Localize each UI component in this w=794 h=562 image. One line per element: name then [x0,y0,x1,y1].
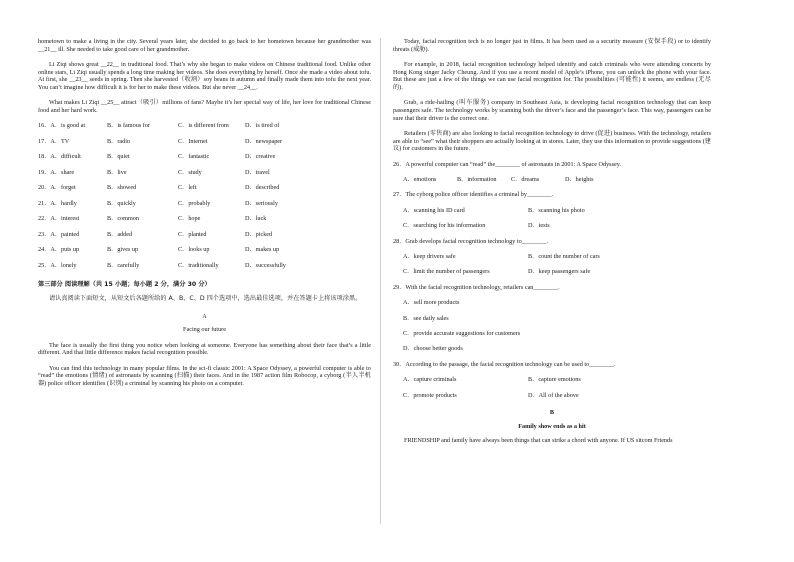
option: B．information [457,176,497,184]
option: B．common [107,215,139,223]
option: 20．A．forget [38,184,76,192]
option-row-25 [38,262,371,270]
option: B．radio [107,137,131,145]
option: B．is famous for [107,122,150,130]
option: 19．A．share [38,168,75,176]
option-row-21 [38,200,371,208]
option: D．newspaper [245,137,283,145]
option-row-20 [38,184,371,192]
option: 22．A．interest [38,215,80,223]
option: C．looks up [178,246,210,254]
question-26-options [393,176,711,184]
option: D．travel [245,168,270,176]
option: D．successfully [245,261,286,269]
option: D．choose better goods [403,345,463,353]
option: 25．A．lonely [38,261,77,269]
passage-b-first-line: FRIENDSHIP and family have always been things that can strike a chord with anyone. If US sitcom Friends [404,437,673,445]
option: 21．A．hardly [38,199,77,207]
option: 16．A．is good at [38,122,86,130]
option: B．count the number of cars [528,253,600,261]
option: 24．A．puts up [38,246,80,254]
option: 17．A．TV [38,137,70,145]
question-28: 28．Grab develops facial recognition technology to________. [393,237,548,245]
option: B．capture emotions [528,376,581,384]
option: D．is tired of [245,122,280,130]
option: C．left [178,184,197,192]
option: D．makes up [245,246,280,254]
option: C．limit the number of passengers [403,268,490,276]
option: D．described [245,184,280,192]
passage-letter-a: A [202,312,207,320]
question-27: 27．The cyborg police officer identifies a criminal by________. [393,191,554,199]
option: C．probably [178,199,211,207]
option-row-23 [38,231,371,239]
question-30-options [393,376,711,399]
option: D．heights [565,176,594,184]
right-column [393,38,711,453]
passage-a-paragraph-2: You can find this technology in many popular films. In the sci-fi classic 2001: A Space Odyssey, a powerful computer is able to “read” the emotions (情绪) of astronauts by scanning (扫描) their faces. And in the 1987 action film Robocop, a cyborg (半人半机器) police officer identifies (识别) a criminal by scanning his photo on a computer. [38,364,371,388]
section-title: 第三部分 阅读理解（共 15 小题；每小题 2 分，满分 30 分） [38,281,211,289]
option: A．emotions [403,176,437,184]
option: D．creative [245,153,276,161]
option: B．scanning his photo [528,206,585,214]
option: B．quickly [107,199,136,207]
option: C．Internet [178,137,208,145]
option-row-16 [38,122,371,130]
option: A．keep drivers safe [403,253,456,261]
option: C．planted [178,230,207,238]
passage-a-paragraph-3: Today, facial recognition tech is no longer just in films. It has been used as a security measure (安保手段) or to identify threats (威胁). [393,38,711,53]
passage-title-b: Family show ends as a hit [518,422,586,430]
option: C．hope [178,215,201,223]
option: C．provide accurate suggestions for customers [403,329,521,337]
option-row-22 [38,215,371,223]
option-row-18 [38,153,371,161]
option-row-17 [38,138,371,146]
passage-a-paragraph-4: For example, in 2018, facial recognition technology helped identify and catch criminals who were attending concerts by Hong Kong singer Jacky Cheung. And if you use a recent model of Apple’s iPhone, you can unlock the phone with your face. But these are just a few of the things we can use facial recognition for. The possibilities (可能性) it seems, are endless (无尽的). [393,61,711,91]
option: D．tests [528,222,550,230]
option: C．fantastic [178,153,210,161]
option: B．showed [107,184,137,192]
passage-letter-b: B [549,409,555,417]
passage-a-paragraph-5: Grab, a ride-hailing (叫车服务) company in Southeast Asia, is developing facial recognition technology that can keep passengers safe. The technology works by scanning both the driver’s face and the passenger’s face. This way, passengers can be sure that their driver is the correct one. [393,99,711,122]
question-30: 30．According to the passage, the facial recognition technology can be used to________. [393,360,616,368]
option: B．gives up [107,246,139,254]
option: B．see daily sales [403,314,449,322]
option: 18．A．difficult [38,153,81,161]
option: C．traditionally [178,261,219,269]
option: A．sell more products [403,299,460,307]
option: B．carefully [107,261,140,269]
option: C．searching for his information [403,222,486,230]
question-29: 29．With the facial recognition technology, retailers can________. [393,283,560,291]
left-column [38,38,371,396]
option: D．All of the above [528,391,579,399]
option: A．scanning his ID card [403,206,465,214]
cloze-paragraph-2: Li Ziqi shows great __22__ in traditional food. That’s why she began to make videos on Chinese traditional food. Unlike other online stars, Li Ziqi usually spends a long time making her videos. She does everything by herself. Once she made a video about tofu. At first, she __23__ seeds in spring. Then she harvested（收割）soy beans in autumn and finally made them into tofu the next year. You can’t imagine how difficult it is for her to make these videos. But she never __24__. [38,61,371,91]
question-28-options [393,253,711,276]
question-29-options [393,299,711,353]
option: B．live [107,168,127,176]
column-divider [380,38,381,524]
cloze-options [38,122,371,269]
passage-a-paragraph-6: Retailers (零售商) are also looking to facial recognition technology to drive (促进) business. With the technology, retailers are able to “see” what their shoppers are actually looking at in stores. Later, they use this information to provide suggestions (建议) for customers in the future. [393,130,711,153]
option: C．study [178,168,202,176]
question-27-options [393,207,711,230]
option-row-24 [38,246,371,254]
option: D．seriously [245,199,278,207]
option: 23．A．painted [38,230,80,238]
option: C．dreams [511,176,540,184]
option: B．added [107,230,133,238]
cloze-paragraph-1: hometown to make a living in the city. Several years later, she decided to go back to her hometown because her grandmother was __21__ ill. She needed to take good care of her grandmother. [38,38,371,53]
cloze-paragraph-3: What makes Li Ziqi __25__ attract（吸引）millions of fans? Maybe it’s her special way of life, her love for traditional Chinese food and her hard work. [38,99,371,114]
option: D．picked [245,230,273,238]
option: D．luck [245,215,267,223]
option: C．promote products [403,391,457,399]
section-instruction: 请认真阅读下面短文，从短文后各题所给的 A、B、C、D 四个选项中，选出最佳选项，并在答题卡上将该项涂黑。 [49,294,362,302]
question-26: 26．A powerful computer can “read” the________ of astronauts in 2001: A Space Odyssey. [393,160,621,168]
option: C．is different from [178,122,229,130]
option-row-19 [38,169,371,177]
passage-a-paragraph-1: The face is usually the first thing you notice when looking at someone. Everyone has something about their face that’s a little different. And that little difference makes facial recognition possible. [38,341,371,357]
option: B．quiet [107,153,130,161]
option: D．keep passengers safe [528,268,591,276]
option: A．capture criminals [403,376,457,384]
passage-title-a: Facing our future [183,326,226,334]
